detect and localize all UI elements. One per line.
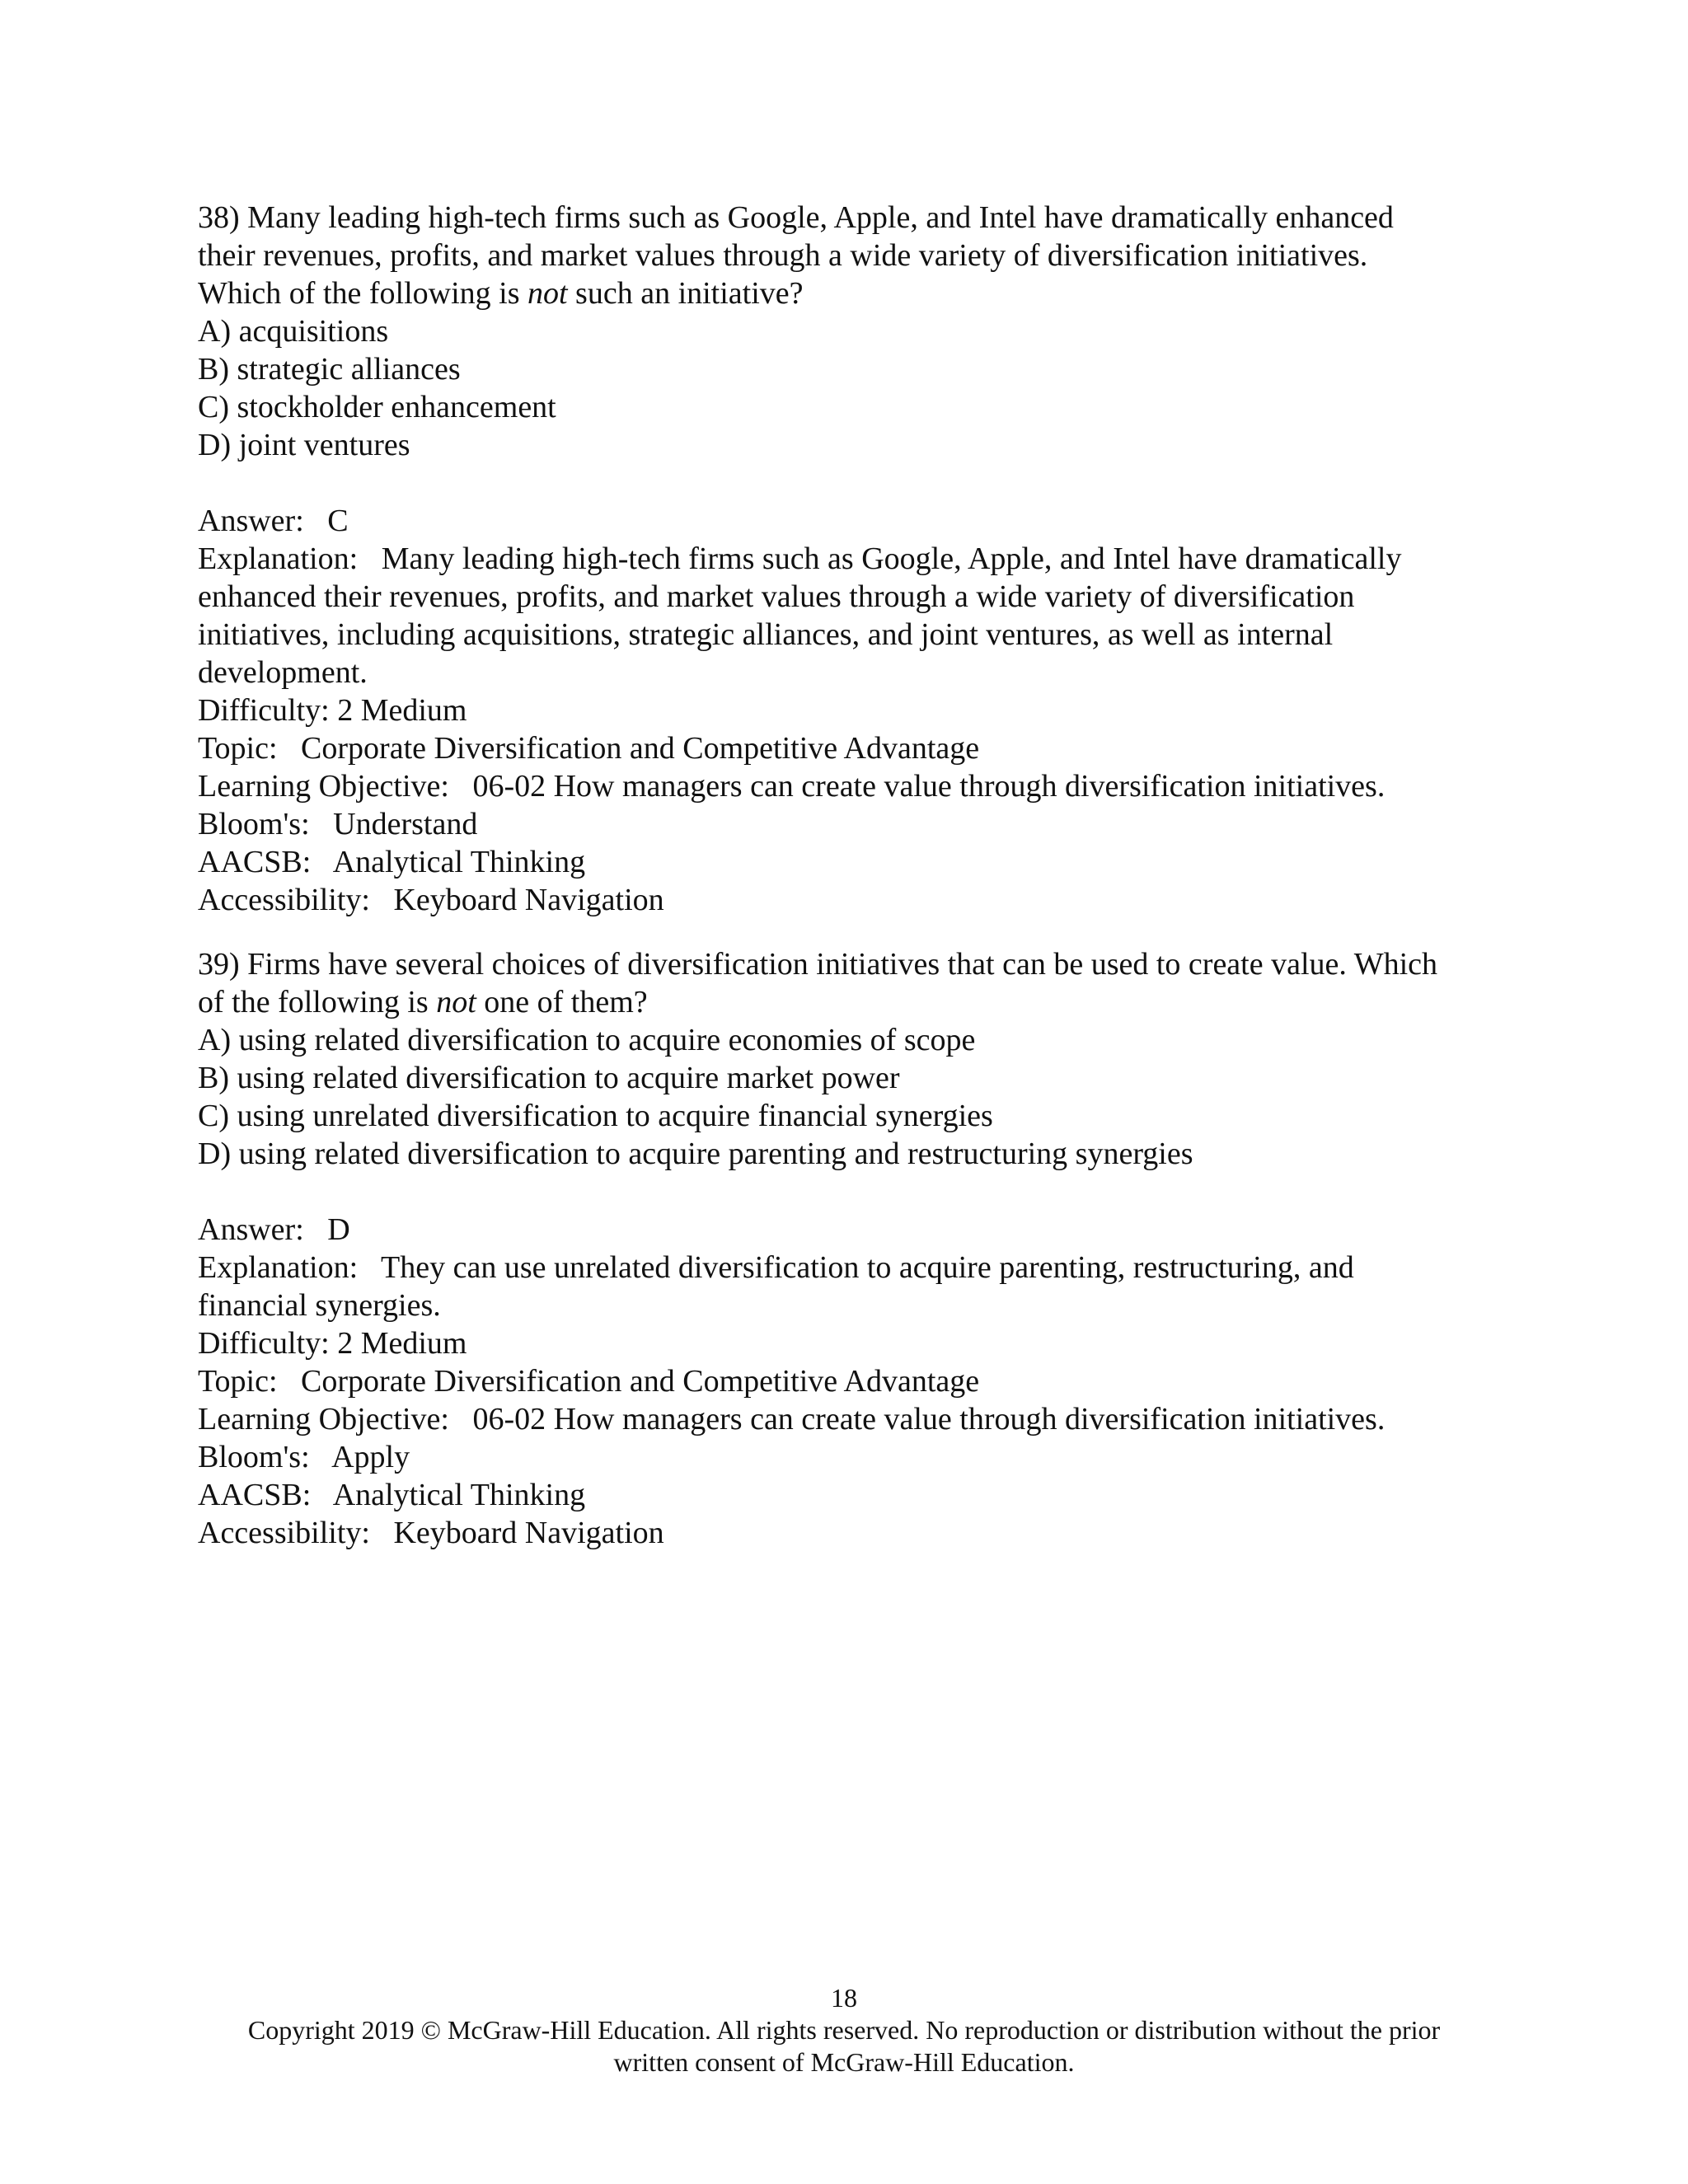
stem-text: Which of the following is: [198, 276, 528, 311]
explanation-line: financial synergies.: [198, 1288, 441, 1323]
learning-objective-label: Learning Objective:: [198, 1402, 449, 1436]
blooms-label: Bloom's:: [198, 807, 310, 841]
stem-text: one of them?: [476, 985, 648, 1019]
accessibility-value: Keyboard Navigation: [393, 883, 664, 917]
explanation-text: They can use unrelated diversification to acquire parenting, restructuring, and: [381, 1250, 1354, 1285]
answer-value: D: [327, 1212, 350, 1247]
accessibility: [198, 881, 1517, 919]
explanation-line: [198, 1249, 1517, 1286]
answer-option: D) using related diversification to acquire parenting and restructuring synergies: [198, 1137, 1193, 1171]
aacsb-value: Analytical Thinking: [332, 845, 586, 879]
learning-objective-value: 06-02 How managers can create value through diversification initiatives.: [472, 769, 1386, 804]
blooms-label: Bloom's:: [198, 1440, 310, 1474]
copyright-notice: written consent of McGraw-Hill Education.: [613, 2047, 1075, 2077]
aacsb-label: AACSB:: [198, 1478, 312, 1512]
stem-text: such an initiative?: [567, 276, 804, 311]
learning-objective: [198, 767, 1517, 805]
stem-emphasis: not: [436, 985, 476, 1019]
explanation-label: Explanation:: [198, 1250, 359, 1285]
topic: [198, 729, 1517, 767]
answer-option: B) using related diversification to acquire market power: [198, 1061, 900, 1095]
answer-label: Answer:: [198, 504, 304, 538]
stem-emphasis: not: [527, 276, 568, 311]
answer-block-39: [198, 1211, 1517, 1552]
answer-option: C) stockholder enhancement: [198, 390, 556, 424]
learning-objective-label: Learning Objective:: [198, 769, 449, 804]
learning-objective-value: 06-02 How managers can create value through diversification initiatives.: [472, 1402, 1386, 1436]
difficulty: Difficulty: 2 Medium: [198, 693, 467, 728]
topic-label: Topic:: [198, 1364, 278, 1399]
blooms-value: Apply: [331, 1440, 410, 1474]
topic-label: Topic:: [198, 731, 278, 766]
accessibility-value: Keyboard Navigation: [393, 1516, 664, 1550]
explanation-text: Many leading high-tech firms such as Google, Apple, and Intel have dramatically: [381, 541, 1402, 576]
explanation-line: enhanced their revenues, profits, and market values through a wide variety of diversification: [198, 579, 1355, 614]
learning-objective: [198, 1400, 1517, 1438]
aacsb: [198, 1476, 1517, 1514]
question-39: [198, 945, 1517, 1173]
answer-block-38: [198, 502, 1517, 919]
aacsb-value: Analytical Thinking: [332, 1478, 586, 1512]
stem-text: of the following is: [198, 985, 437, 1019]
document-body: [198, 199, 1517, 1552]
aacsb: [198, 843, 1517, 881]
answer-option: D) joint ventures: [198, 428, 410, 462]
question-stem-line: 38) Many leading high-tech firms such as Google, Apple, and Intel have dramatically enhanced: [198, 200, 1394, 235]
explanation-line: [198, 540, 1517, 578]
answer-option: A) using related diversification to acquire economies of scope: [198, 1023, 976, 1057]
question-stem-line: 39) Firms have several choices of diversification initiatives that can be used to create value. Which: [198, 947, 1437, 982]
aacsb-label: AACSB:: [198, 845, 312, 879]
blooms: [198, 805, 1517, 843]
explanation-label: Explanation:: [198, 541, 359, 576]
question-stem-line: their revenues, profits, and market values through a wide variety of diversification initiatives.: [198, 238, 1368, 273]
topic: [198, 1362, 1517, 1400]
answer-line: [198, 1211, 1517, 1249]
page-number: 18: [831, 1983, 857, 2013]
explanation-line: initiatives, including acquisitions, strategic alliances, and joint ventures, as well as internal: [198, 617, 1334, 652]
answer-value: C: [327, 504, 349, 538]
accessibility-label: Accessibility:: [198, 883, 370, 917]
topic-value: Corporate Diversification and Competitive Advantage: [301, 731, 980, 766]
blooms: [198, 1438, 1517, 1476]
answer-label: Answer:: [198, 1212, 304, 1247]
copyright-notice: Copyright 2019 © McGraw-Hill Education. All rights reserved. No reproduction or distribution without the prior: [247, 2015, 1441, 2045]
accessibility-label: Accessibility:: [198, 1516, 370, 1550]
answer-option: C) using unrelated diversification to acquire financial synergies: [198, 1099, 993, 1133]
blooms-value: Understand: [333, 807, 478, 841]
answer-option: A) acquisitions: [198, 314, 389, 349]
accessibility: [198, 1514, 1517, 1552]
question-38: [198, 199, 1517, 464]
topic-value: Corporate Diversification and Competitive Advantage: [301, 1364, 980, 1399]
question-stem-line: [198, 274, 1517, 312]
explanation-line: development.: [198, 655, 368, 690]
answer-option: B) strategic alliances: [198, 352, 461, 387]
difficulty: Difficulty: 2 Medium: [198, 1326, 467, 1361]
question-stem-line: [198, 983, 1517, 1021]
answer-line: [198, 502, 1517, 540]
